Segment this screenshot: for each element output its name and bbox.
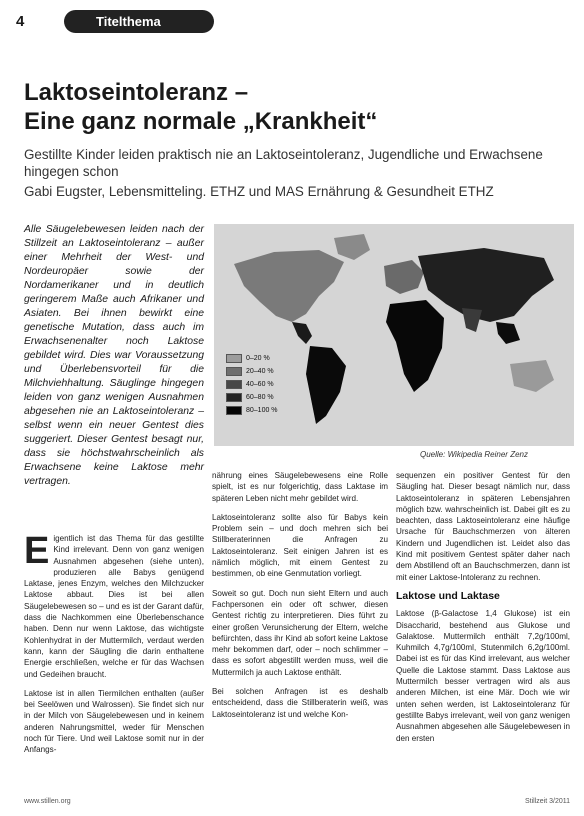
legend-label: 20–40 % [246,368,274,375]
body-paragraph: Soweit so gut. Doch nun sieht Eltern und auch Fachpersonen ein oder oft schwer, diesen Gentest richtig zu interpretieren. Dies führt zu einer großen Verunsicherung der Eltern, welche befürchten, dass ihr Kind ab sofort keine Laktose mehr bekommen darf, oder – noch schlimmer – dass es sofort abgestillt werden muss, weil die Muttermilch ja auch Laktose enthält. [212,588,388,677]
article-title-line-2: Eine ganz normale „Krankheit“ [24,108,378,135]
legend-swatch [226,393,242,402]
world-map-figure [214,224,574,446]
map-legend [226,352,278,417]
legend-swatch [226,406,242,415]
body-column-right [396,470,570,752]
figure-caption: Quelle: Wikipedia Reiner Zenz [420,450,528,459]
article-author: Gabi Eugster, Lebensmitteling. ETHZ und MAS Ernährung & Gesundheit ETHZ [24,184,494,199]
article-intro: Alle Säugelebewesen leiden nach der Stillzeit an Laktoseintoleranz – außer einer Mehrheit der West- und Nordeuropäer sowie der Nordamerikaner und in deutlich geringerem Maße auch Afrikaner und Asiaten. Bei ihnen bewirkt eine genetische Mutation, dass auch im Erwachsenenalter noch Laktose gebildet wird. Dies war Voraussetzung und Überlebensvorteil für die Milchviehhaltung. Säuglinge hingegen leiden von ganz wenigen Ausnahmen abgesehen nie an Laktoseintoleranz – selbst wenn ein neuer Gentest dies suggeriert. Dieser Gentest besagt nur, dass sie höchstwahrscheinlich als Erwachsene keine Laktose mehr vertragen. [24,224,204,487]
article-title-line-1: Laktoseintoleranz – [24,79,249,106]
footer-issue: Stillzeit 3/2011 [524,798,570,805]
legend-item [226,378,278,391]
section-tab: Titelthema [64,10,214,33]
legend-label: 60–80 % [246,394,274,401]
legend-label: 0–20 % [246,355,270,362]
footer-website: www.stillen.org [24,798,71,805]
body-paragraph: Laktose (β-Galactose 1,4 Glukose) ist ein Disaccharid, bestehend aus Glukose und Galaktose. Muttermilch enthält 7,2g/100ml, Kuhmilch 4,7g/100ml, Stutenmilch 6,2g/100ml. Dabei ist es für das Kind irrelevant, aus welcher Quelle die Laktose stammt. Dass Laktose aus Muttermilch besser vertragen wird als aus anderen Milchen, ist eine Mär. Doch wie wir unten sehen werden, ist Laktoseintoleranz für gestillte Babys irrelevant, weil von ganz wenigen Ausnahmen abgesehen alle Säugelebewesen in den ersten [396,609,570,743]
body-column-left [24,530,204,764]
body-paragraph: Laktose ist in allen Tiermilchen enthalten (außer bei Seelöwen und Walrossen). Sie findet sich nur in der Milch von Säugelebewesen und in keinem anderen Nahrungsmittel, weder für Menschen noch für Tiere. Und weil Laktose somit nur in der Anfangs- [24,688,204,755]
body-text: igentlich ist das Thema für das gestillte Kind irrelevant. Denn von ganz wenigen Ausnahmen abgesehen (siehe unten), produzieren alle Babys genügend Laktase, jenes Enzym, welches den Milchzucker Laktose abbaut. Dies ist bei allen Säugelebewesen so – und es ist der Garant dafür, dass die Nachkommen eine Überlebenschance haben. Denn nur wenn Laktose, das wichtigste Kohlenhydrat in der Muttermilch, verdaut werden kann, kann der Säugling die darin enthaltene Energie erschließen, welche er für das Wachsen und Gedeihen braucht. [24,534,204,679]
drop-cap: E [24,530,50,572]
legend-item [226,404,278,417]
legend-swatch [226,367,242,376]
article-title [24,78,564,136]
body-paragraph: Laktoseintoleranz sollte also für Babys kein Problem sein – und doch mehren sich bei Stillberaterinnen die Anfragen zu Laktoseintoleranz. Seit einigen Jahren ist es nämlich möglich, mit einem Gentest zu bestimmen, ob eine Genmutation vorliegt. [212,512,388,579]
body-column-middle [212,470,388,728]
page-number: 4 [16,13,25,30]
legend-swatch [226,380,242,389]
article-subtitle: Gestillte Kinder leiden praktisch nie an Laktoseintoleranz, Jugendliche und Erwachsene hingegen schon [24,147,543,179]
legend-label: 80–100 % [246,407,278,414]
body-paragraph: sequenzen ein positiver Gentest für den Säugling hat. Dieser besagt nämlich nur, dass Laktoseintoleranz in späteren Lebensjahren möglich bzw. wahrscheinlich ist. Dabei gilt es zu beachten, dass Laktoseintoleranz eine häufige Ursache für Bauchschmerzen von älteren Kindern und Jugendlichen ist. Leidet also das Kind mit positivem Gentest später daher nach dem Abstillend oft an Bauchschmerzen, dann ist mit einer Laktose-Intoleranz zu rechnen. [396,471,570,582]
legend-label: 40–60 % [246,381,274,388]
section-subheading: Laktose und Laktase [396,589,500,602]
body-paragraph: nährung eines Säugelebewesens eine Rolle spielt, ist es nur folgerichtig, dass Laktase im späteren Leben nicht mehr gebildet wird. [212,471,388,503]
body-paragraph: Bei solchen Anfragen ist es deshalb entscheidend, dass die Stillberaterin weiß, was Laktoseintoleranz ist und welche Kon- [212,687,388,719]
legend-item [226,391,278,404]
body-paragraph [24,530,204,680]
legend-item [226,365,278,378]
legend-swatch [226,354,242,363]
legend-item [226,352,278,365]
